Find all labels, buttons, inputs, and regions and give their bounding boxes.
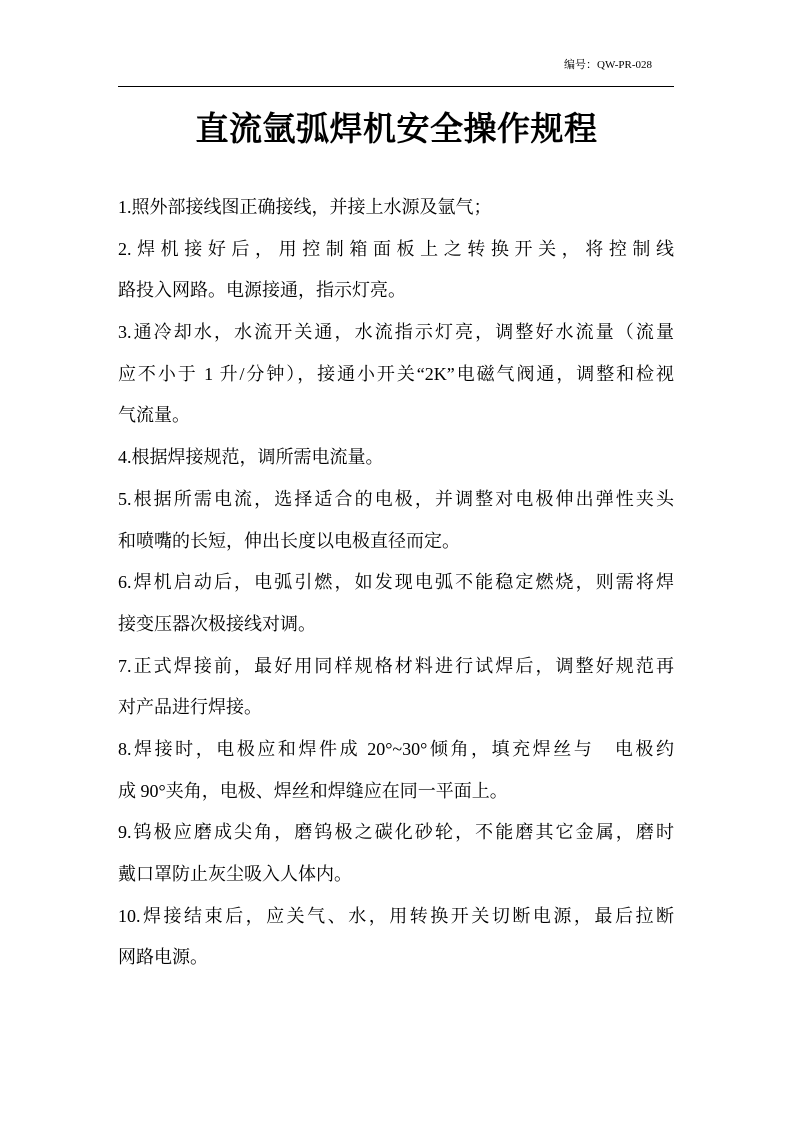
procedure-list	[118, 187, 674, 979]
procedure-line: 2.焊机接好后，用控制箱面板上之转换开关，将控制线	[118, 238, 674, 259]
procedure-line: 3.通冷却水，水流开关通，水流指示灯亮，调整好水流量（流量	[118, 322, 674, 343]
procedure-line: 6.焊机启动后，电弧引燃，如发现电弧不能稳定燃烧，则需将焊	[118, 572, 674, 593]
procedure-line: 和喷嘴的长短，伸出长度以电极直径而定。	[118, 530, 460, 551]
procedure-line: 成 90°夹角，电极、焊丝和焊缝应在同一平面上。	[118, 780, 508, 801]
procedure-line: 1.照外部接线图正确接线，并接上水源及氩气；	[118, 197, 492, 217]
procedure-item	[118, 437, 674, 479]
procedure-item	[118, 896, 674, 979]
page-title: 直流氩弧焊机安全操作规程	[195, 109, 598, 148]
procedure-item	[118, 812, 674, 895]
procedure-line: 10.焊接结束后，应关气、水，用转换开关切断电源，最后拉断	[118, 905, 674, 926]
procedure-line: 9.钨极应磨成尖角，磨钨极之碳化砂轮，不能磨其它金属，磨时	[118, 822, 674, 843]
procedure-item	[118, 479, 674, 562]
procedure-line: 8.焊接时，电极应和焊件成 20°~30°倾角，填充焊丝与 电极约	[118, 738, 674, 759]
procedure-line: 4.根据焊接规范，调所需电流量。	[118, 447, 384, 468]
procedure-item	[118, 729, 674, 812]
procedure-item	[118, 229, 674, 312]
document-number: 编号：QW-PR-028	[564, 59, 652, 71]
procedure-item	[118, 562, 674, 645]
header-rule	[118, 86, 674, 87]
procedure-line: 对产品进行焊接。	[118, 697, 262, 718]
procedure-item	[118, 187, 674, 229]
procedure-line: 气流量。	[118, 405, 190, 426]
procedure-line: 接变压器次极接线对调。	[118, 613, 316, 634]
procedure-line: 7.正式焊接前，最好用同样规格材料进行试焊后，调整好规范再	[118, 655, 674, 676]
procedure-line: 应不小于 1 升/分钟），接通小开关“2K”电磁气阀通，调整和检视	[118, 363, 674, 384]
procedure-line: 5.根据所需电流，选择适合的电极，并调整对电极伸出弹性夹头	[118, 488, 674, 509]
procedure-line: 路投入网路。电源接通，指示灯亮。	[118, 280, 406, 301]
procedure-item	[118, 646, 674, 729]
procedure-item	[118, 312, 674, 437]
procedure-line: 网路电源。	[118, 947, 208, 968]
procedure-line: 戴口罩防止灰尘吸入人体内。	[118, 864, 352, 884]
